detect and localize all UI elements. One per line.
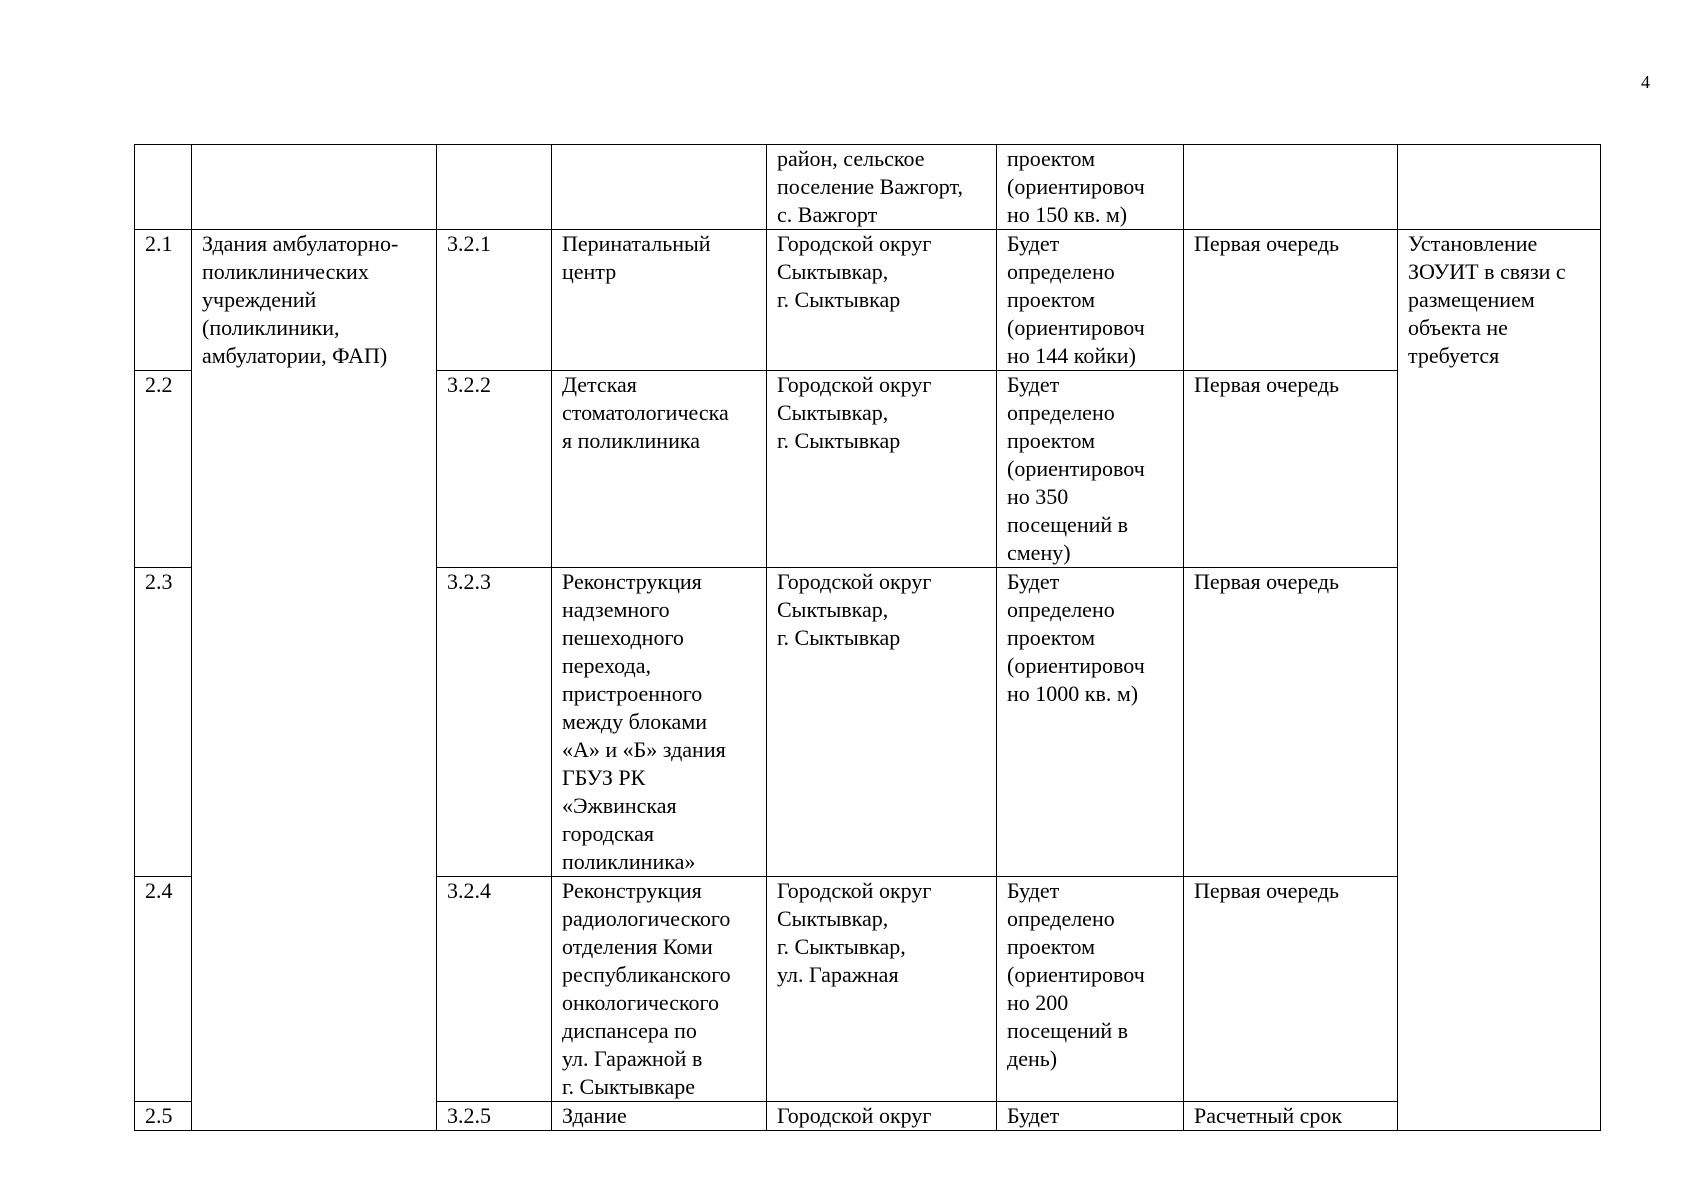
object-name-text: Реконструкция надземного пешеходного перехода, пристроенного между блоками «А» и «Б» здания ГБУЗ РК «Эжвинская городская поликлиника»	[562, 569, 726, 874]
location-text: Городской округ Сыктывкар, г. Сыктывкар	[777, 231, 932, 312]
cell-object-name	[552, 230, 767, 371]
cell-num	[135, 371, 192, 568]
object-name-text: Детская стоматологическа я поликлиника	[562, 372, 729, 453]
location-text: Городской округ Сыктывкар, г. Сыктывкар	[777, 372, 932, 453]
cell-num	[135, 877, 192, 1102]
stage-text: Расчетный срок	[1194, 1103, 1343, 1128]
row-number: 2.4	[145, 878, 173, 903]
object-type-text: Здания амбулаторно- поликлинических учреждений (поликлиники, амбулатории, ФАП)	[202, 231, 399, 368]
cell-stage	[1184, 568, 1398, 877]
cell-num	[135, 145, 192, 230]
page-number: 4	[1641, 72, 1650, 92]
row-number: 2.2	[145, 372, 173, 397]
table-row	[135, 145, 1601, 230]
object-name-text: Здание	[562, 1103, 627, 1128]
capacity-text: Будет определено проектом (ориентировоч но 200 посещений в день)	[1007, 878, 1145, 1071]
location-text: Городской округ Сыктывкар, г. Сыктывкар, ул. Гаражная	[777, 878, 932, 987]
object-code: 3.2.5	[447, 1103, 491, 1128]
cell-capacity	[997, 230, 1184, 371]
location-text: Городской округ	[777, 1103, 932, 1128]
cell-type	[192, 145, 437, 230]
cell-code	[437, 568, 552, 877]
cell-capacity	[997, 1102, 1184, 1131]
object-name-text: Реконструкция радиологического отделения Коми республиканского онкологического диспансера по ул. Гаражной в г. Сыктывкаре	[562, 878, 731, 1099]
capacity-text: Будет определено проектом (ориентировоч но 350 посещений в смену)	[1007, 372, 1145, 565]
cell-location	[767, 568, 997, 877]
stage-text: Первая очередь	[1194, 878, 1340, 903]
cell-location	[767, 1102, 997, 1131]
stage-text: Первая очередь	[1194, 569, 1340, 594]
object-name-text: Перинатальный центр	[562, 231, 711, 284]
object-code: 3.2.1	[447, 231, 491, 256]
cell-num	[135, 230, 192, 371]
cell-stage	[1184, 877, 1398, 1102]
location-text: район, сельское поселение Важгорт, с. Важгорт	[777, 146, 963, 227]
cell-capacity	[997, 371, 1184, 568]
cell-capacity	[997, 877, 1184, 1102]
planning-table	[134, 144, 1601, 1131]
stage-text: Первая очередь	[1194, 231, 1340, 256]
cell-stage	[1184, 230, 1398, 371]
cell-object-name	[552, 145, 767, 230]
capacity-text: Будет определено проектом (ориентировоч но 144 койки)	[1007, 231, 1145, 368]
cell-location	[767, 371, 997, 568]
stage-text: Первая очередь	[1194, 372, 1340, 397]
row-number: 2.5	[145, 1103, 173, 1128]
cell-location	[767, 145, 997, 230]
cell-code	[437, 371, 552, 568]
cell-code	[437, 877, 552, 1102]
object-code: 3.2.4	[447, 878, 491, 903]
cell-code	[437, 145, 552, 230]
cell-num	[135, 1102, 192, 1131]
object-code: 3.2.2	[447, 372, 491, 397]
row-number: 2.1	[145, 231, 173, 256]
object-code: 3.2.3	[447, 569, 491, 594]
cell-stage	[1184, 145, 1398, 230]
cell-note	[1398, 230, 1601, 1131]
cell-stage	[1184, 1102, 1398, 1131]
row-number: 2.3	[145, 569, 173, 594]
cell-location	[767, 230, 997, 371]
cell-stage	[1184, 371, 1398, 568]
table-row	[135, 230, 1601, 371]
cell-note	[1398, 145, 1601, 230]
location-text: Городской округ Сыктывкар, г. Сыктывкар	[777, 569, 932, 650]
cell-location	[767, 877, 997, 1102]
cell-type	[192, 230, 437, 1131]
cell-capacity	[997, 145, 1184, 230]
capacity-text: Будет определено проектом (ориентировоч но 1000 кв. м)	[1007, 569, 1145, 706]
cell-object-name	[552, 1102, 767, 1131]
cell-num	[135, 568, 192, 877]
cell-code	[437, 230, 552, 371]
capacity-text: проектом (ориентировоч но 150 кв. м)	[1007, 146, 1145, 227]
capacity-text: Будет	[1007, 1103, 1060, 1128]
cell-object-name	[552, 568, 767, 877]
cell-capacity	[997, 568, 1184, 877]
cell-object-name	[552, 877, 767, 1102]
cell-code	[437, 1102, 552, 1131]
note-text: Установление ЗОУИТ в связи с размещением объекта не требуется	[1408, 231, 1566, 368]
cell-object-name	[552, 371, 767, 568]
